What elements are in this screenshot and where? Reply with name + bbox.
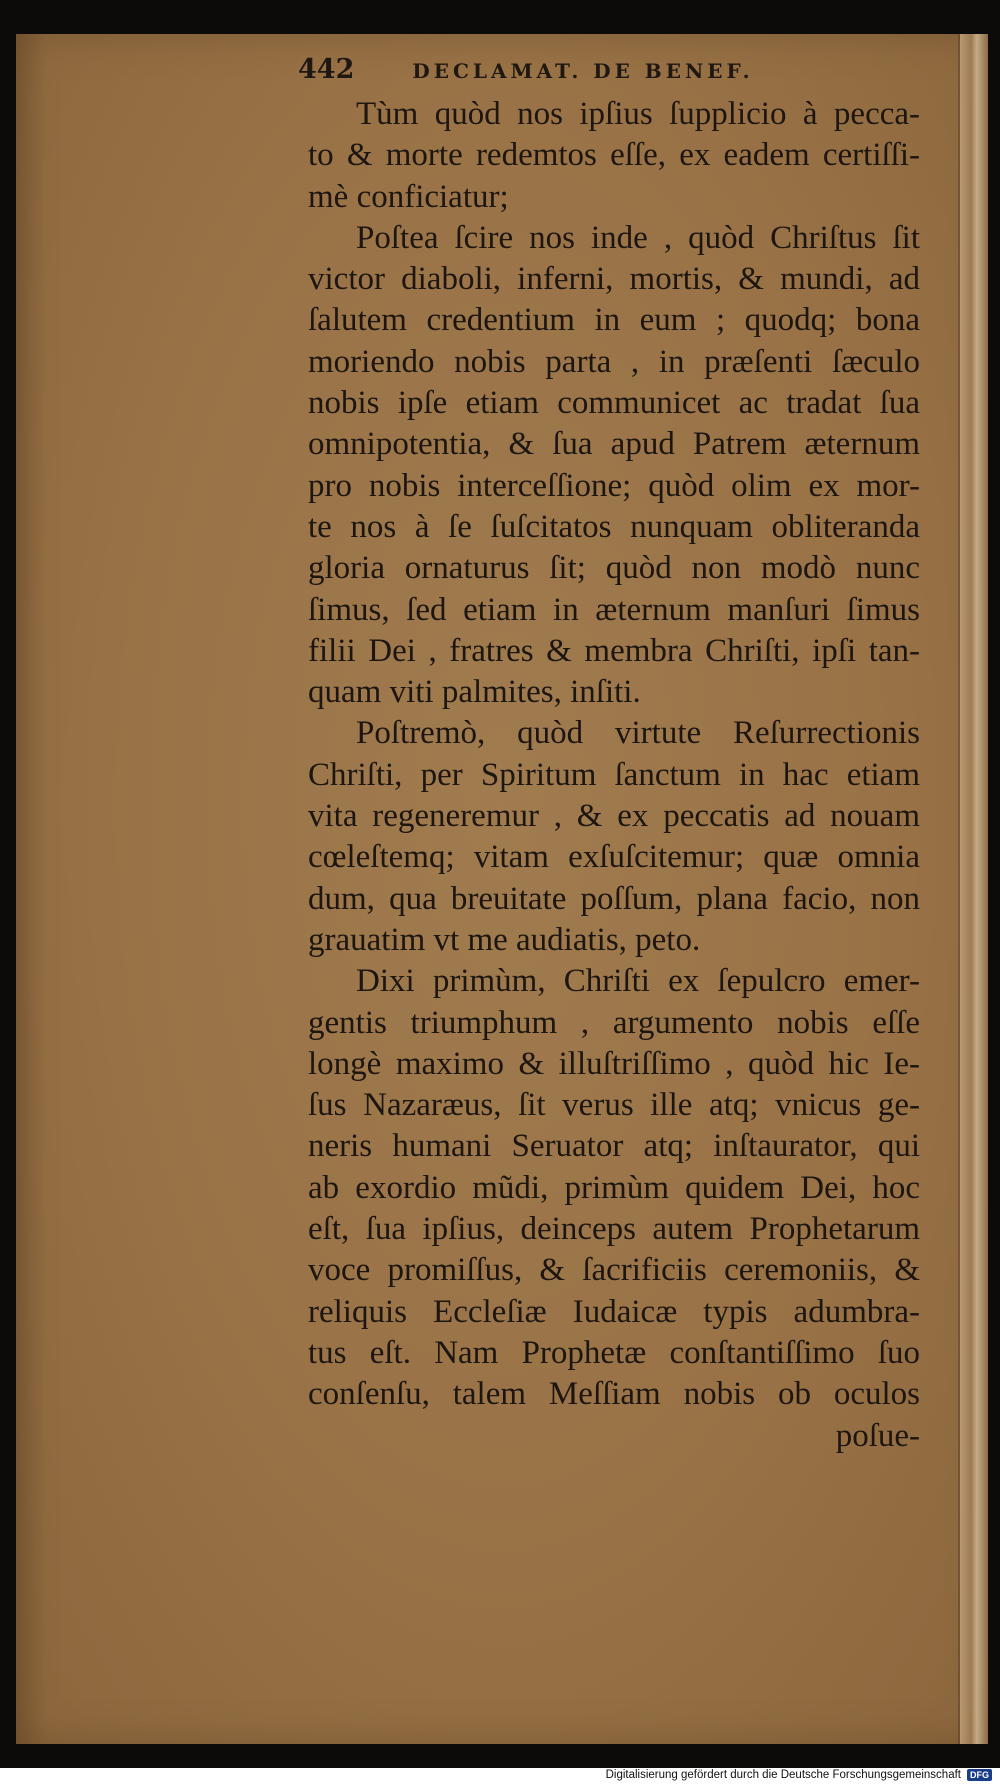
running-head xyxy=(298,54,858,94)
text-line: ab exordio mũdi, primùm quidem Dei, hoc xyxy=(308,1169,920,1206)
dfg-logo-icon: DFG xyxy=(967,1769,992,1781)
text-line: to & morte redemtos eſſe, ex eadem certiſſi- xyxy=(308,137,920,174)
text-line: vita regeneremur , & ex peccatis ad nouam xyxy=(308,798,920,835)
text-line: neris humani Seruator atq; inſtaurator, qui xyxy=(308,1128,920,1165)
text-line: reliquis Eccleſiæ Iudaicæ typis adumbra- xyxy=(308,1293,920,1330)
text-line: eſt, ſua ipſius, deinceps autem Prophetarum xyxy=(308,1211,920,1248)
text-line: tus eſt. Nam Prophetæ conſtantiſſimo ſuo xyxy=(308,1334,920,1371)
text-line: pro nobis interceſſione; quòd olim ex mor- xyxy=(308,467,920,504)
text-line: ſalutem credentium in eum ; quodq; bona xyxy=(308,302,920,339)
text-line: Chriſti, per Spiritum ſanctum in hac etiam xyxy=(308,756,920,793)
text-line: ſimus, ſed etiam in æternum manſuri ſimus xyxy=(308,591,920,628)
text-line: voce promiſſus, & ſacrificiis ceremoniis, & xyxy=(308,1252,920,1289)
text-line: omnipotentia, & ſua apud Patrem æternum xyxy=(308,426,920,463)
running-title: DECLAMAT. DE BENEF. xyxy=(412,59,754,83)
text-line: Poſtea ſcire nos inde , quòd Chriſtus ſit xyxy=(356,219,920,256)
text-line: grauatim vt me audiatis, peto. xyxy=(308,921,701,958)
text-line: longè maximo & illuſtriſſimo , quòd hic Ie- xyxy=(308,1045,920,1082)
text-line: dum, qua breuitate poſſum, plana facio, non xyxy=(308,880,920,917)
text-line: cœleſtemq; vitam exſuſcitemur; quæ omnia xyxy=(308,839,920,876)
text-line: nobis ipſe etiam communicet ac tradat ſua xyxy=(308,385,920,422)
text-line: te nos à ſe ſuſcitatos nunquam obliteranda xyxy=(308,508,920,545)
text-line: Tùm quòd nos ipſius ſupplicio à pecca- xyxy=(356,96,920,132)
text-line: Poſtremò, quòd virtute Reſurrectionis xyxy=(356,715,920,752)
text-line: gentis triumphum , argumento nobis eſſe xyxy=(308,1004,920,1041)
text-line: quam viti palmites, inſiti. xyxy=(308,674,641,711)
text-line: Dixi primùm, Chriſti ex ſepulcro emer- xyxy=(356,963,920,1000)
text-line: victor diaboli, inferni, mortis, & mundi, ad xyxy=(308,261,920,298)
text-line: ſus Nazaræus, ſit verus ille atq; vnicus ge- xyxy=(308,1087,920,1124)
digitization-footer xyxy=(606,1766,992,1784)
text-line: mè conficiatur; xyxy=(308,178,509,215)
footer-credit: Digitalisierung gefördert durch die Deutsche Forschungsgemeinschaft xyxy=(605,1769,961,1781)
page-edge xyxy=(960,34,988,1744)
text-line: moriendo nobis parta , in præſenti ſæculo xyxy=(308,343,920,380)
text-line: conſenſu, talem Meſſiam nobis ob oculos xyxy=(308,1376,920,1413)
catchword: poſue- xyxy=(835,1417,920,1454)
page-number: 442 xyxy=(298,54,355,85)
body-text xyxy=(308,94,920,1457)
text-line: gloria ornaturus ſit; quòd non modò nunc xyxy=(308,550,920,587)
text-line: filii Dei , fratres & membra Chriſti, ipſi tan- xyxy=(308,632,920,669)
